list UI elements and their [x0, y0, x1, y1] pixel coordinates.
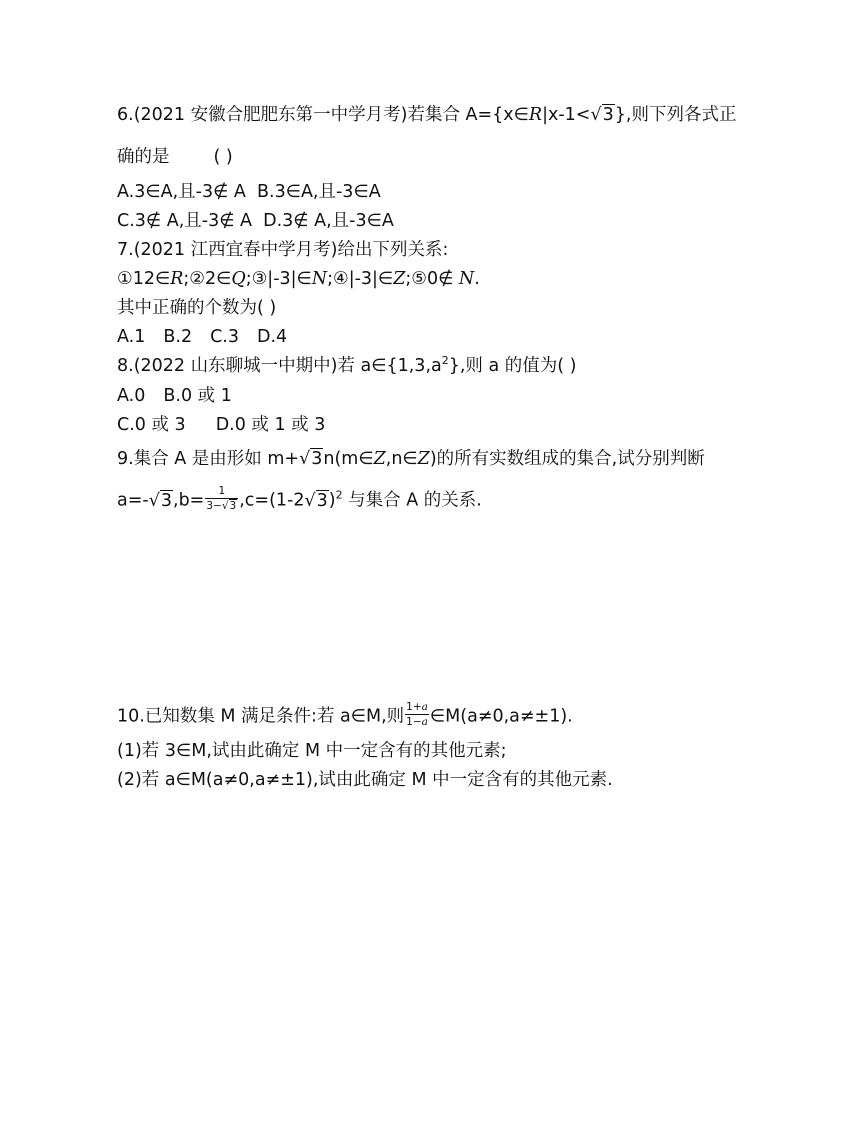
- q6-option-c: C.3∉ A,且-3∉ A: [117, 211, 252, 231]
- q6-sqrt: √3: [590, 105, 614, 125]
- q6-set-r: R: [528, 105, 543, 125]
- q8-stem: [117, 354, 577, 378]
- q9-l1-c: ,n∈: [385, 449, 418, 469]
- q9-frac-denominator: [205, 498, 238, 512]
- q10-frac-num-text: 1+: [406, 701, 422, 713]
- q6-stem-line1: [117, 103, 736, 127]
- q9-frac-den-a: 3−: [206, 500, 222, 512]
- q6-options-row1: [117, 180, 381, 204]
- q6-stem-prefix: 6.(2021 安徽合肥肥东第一中学月考)若集合 A={x∈: [117, 105, 529, 125]
- q9-exponent: 2: [335, 488, 343, 502]
- q7-rel-1: ①12∈: [117, 269, 171, 289]
- q8-stem-prefix: 8.(2022 山东聊城一中期中)若 a∈{1,3,a: [117, 356, 442, 376]
- q7-title: 7.(2021 江西宜春中学月考)给出下列关系:: [117, 240, 449, 260]
- q10-frac-num-var: a: [421, 701, 428, 713]
- q8-option-c: C.0 或 3: [117, 415, 186, 435]
- q7-set-q: Q: [231, 269, 246, 289]
- q9-frac-sqrt: √3: [221, 500, 237, 512]
- q7-option-a: A.1: [117, 327, 146, 347]
- q7-rel-3: ;③|-3|∈: [245, 269, 312, 289]
- q6-stem-mid: |x-1<: [542, 105, 591, 125]
- q7-ask: 其中正确的个数为( ): [117, 298, 277, 318]
- q10-part1-text: (1)若 3∈M,试由此确定 M 中一定含有的其他元素;: [117, 741, 507, 761]
- q9-l2-e: 与集合 A 的关系.: [342, 490, 482, 511]
- q7-option-c: C.3: [210, 327, 239, 347]
- q8-option-a: A.0: [117, 386, 146, 406]
- q8-stem-suffix: },则 a 的值为( ): [448, 356, 577, 376]
- q9-stem-line1: [117, 447, 705, 471]
- q9-set-z-2: Z: [417, 449, 430, 469]
- q7-set-z: Z: [393, 269, 406, 289]
- q10-stem: [117, 703, 573, 730]
- q7-rel-2: ;②2∈: [183, 269, 232, 289]
- q9-l2-b: ,b=: [173, 490, 205, 511]
- q10-frac-numerator: [405, 701, 429, 714]
- q6-stem-line2: [117, 145, 233, 169]
- q10-part1: [117, 739, 507, 763]
- q7-option-d: D.4: [257, 327, 288, 347]
- q9-frac-sqrt-arg: 3: [229, 500, 237, 512]
- q9-fraction-b: [205, 485, 238, 512]
- q6-sqrt-arg: 3: [602, 105, 614, 125]
- q8-option-d: D.0 或 1 或 3: [215, 415, 326, 435]
- q8-option-b: B.0 或 1: [163, 386, 232, 406]
- q7-relations: [117, 267, 480, 291]
- q10-fraction: [405, 701, 429, 728]
- q7-rel-4: ;④|-3|∈: [327, 269, 394, 289]
- q9-sqrt-1-arg: 3: [311, 449, 323, 469]
- q7-option-b: B.2: [163, 327, 193, 347]
- q7-set-r: R: [170, 269, 184, 289]
- q8-options-row1: [117, 384, 232, 408]
- q7-set-n: N: [311, 269, 328, 289]
- q6-options-row2: [117, 209, 394, 233]
- q7-stem: [117, 238, 448, 262]
- q9-l2-c: ,c=(1-2: [239, 490, 305, 511]
- q10-part2: [117, 768, 613, 792]
- q7-set-n-2: N: [458, 269, 475, 289]
- q7-options: [117, 325, 287, 349]
- q9-l2-a: a=-: [117, 490, 149, 511]
- q6-answer-paren: ( ): [213, 147, 233, 167]
- q8-options-row2: [117, 413, 325, 437]
- q6-option-d: D.3∉ A,且-3∈A: [263, 211, 394, 231]
- q7-rel-5: ;⑤0∉: [405, 269, 459, 289]
- q6-stem-line2-text: 确的是: [117, 147, 170, 167]
- q9-l2-d: ): [328, 490, 336, 511]
- q9-l1-a: 9.集合 A 是由形如 m+: [117, 449, 300, 469]
- q9-sqrt-a-arg: 3: [160, 490, 172, 511]
- q9-l1-b: n(m∈: [323, 449, 374, 469]
- q10-frac-den-text: 1−: [406, 716, 422, 728]
- q10-part2-text: (2)若 a∈M(a≠0,a≠±1),试由此确定 M 中一定含有的其他元素.: [117, 770, 613, 790]
- q9-sqrt-a: √3: [148, 490, 172, 511]
- q7-question: [117, 296, 276, 320]
- q10-frac-denominator: [405, 714, 429, 728]
- q9-sqrt-1: √3: [299, 449, 323, 469]
- q6-stem-suffix: },则下列各式正: [614, 105, 737, 125]
- q10-frac-den-var: a: [421, 716, 428, 728]
- q9-frac-numerator: 1: [218, 485, 226, 497]
- q9-stem-line2: [117, 487, 482, 514]
- q9-sqrt-c-arg: 3: [316, 490, 328, 511]
- q10-l1-b: ∈M(a≠0,a≠±1).: [429, 706, 573, 727]
- q6-option-a: A.3∈A,且-3∉ A: [117, 182, 246, 202]
- q8-exponent: 2: [441, 354, 449, 367]
- q9-sqrt-c: √3: [304, 490, 328, 511]
- q6-option-b: B.3∈A,且-3∈A: [257, 182, 381, 202]
- q10-l1-a: 10.已知数集 M 满足条件:若 a∈M,则: [117, 706, 405, 727]
- q9-l1-d: )的所有实数组成的集合,试分别判断: [429, 449, 705, 469]
- q7-rel-end: .: [474, 269, 480, 289]
- q9-set-z-1: Z: [373, 449, 386, 469]
